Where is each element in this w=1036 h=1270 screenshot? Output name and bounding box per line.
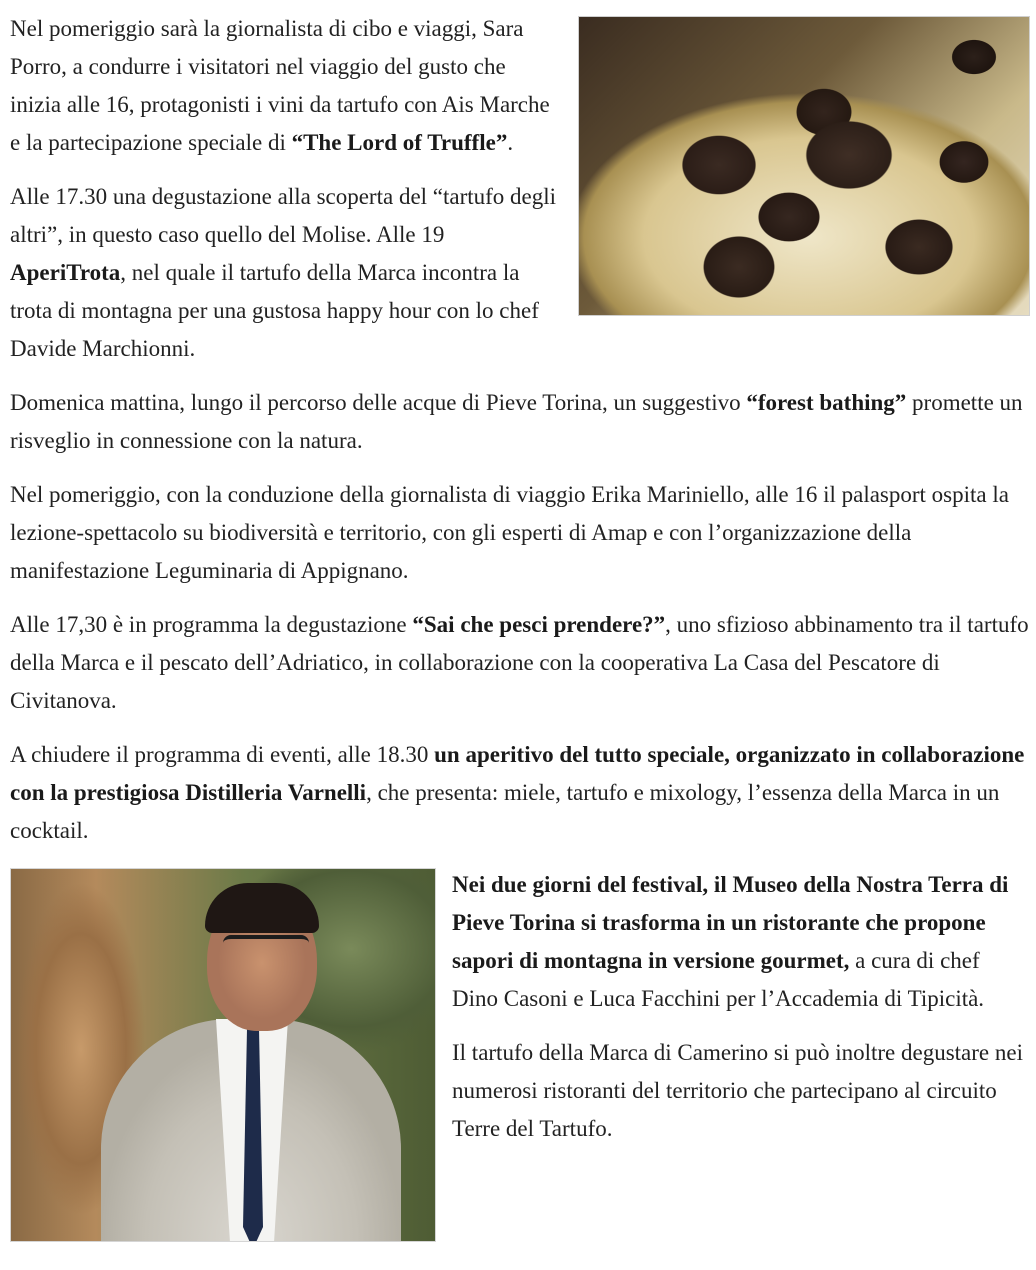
paragraph-forest-bathing	[10, 384, 1030, 460]
paragraph-mariniello	[10, 476, 1030, 590]
paragraph-text: , nel quale il tartufo della Marca incontra la trota di montagna per una gustosa happy hour con lo chef Davide Marchionni.	[10, 260, 539, 361]
article-body	[10, 0, 1030, 1242]
paragraph-text: Alle 17,30 è in programma la degustazione	[10, 612, 413, 637]
paragraph-text: , che presenta: miele, tartufo e mixology, l’essenza della Marca in un cocktail.	[10, 780, 1000, 843]
aperitrota-bold: AperiTrota	[10, 260, 121, 285]
paragraph-text: Il tartufo della Marca di Camerino si può inoltre degustare nei numerosi ristoranti del territorio che partecipano al circuito Terre del Tartufo.	[452, 1040, 1023, 1141]
forest-bathing-bold: “forest bathing”	[746, 390, 907, 415]
paragraph-text: Domenica mattina, lungo il percorso delle acque di Pieve Torina, un suggestivo	[10, 390, 747, 415]
chef-hair-shape	[205, 883, 319, 933]
aperitivo-bold: un aperitivo del tutto speciale, organizzato in collaborazione con la prestigiosa Distilleria Varnelli	[10, 742, 1025, 805]
paragraph-text: Nel pomeriggio sarà la giornalista di cibo e viaggi, Sara Porro, a condurre i visitatori nel viaggio del gusto che inizia alle 16, protagonisti i vini da tartufo con Ais Marche e la partecipazione speciale di	[10, 16, 550, 155]
paragraph-text: , uno sfizioso abbinamento tra il tartufo della Marca e il pescato dell’Adriatico, in collaborazione con la cooperativa La Casa del Pescatore di Civitanova.	[10, 612, 1029, 713]
paragraph-text: promette un risveglio in connessione con la natura.	[10, 390, 1023, 453]
paragraph-text: Nel pomeriggio, con la conduzione della giornalista di viaggio Erika Mariniello, alle 16 il palasport ospita la lezione-spettacolo su biodiversità e territorio, con gli esperti di Amap e con l’organizzazione della manifestazione Leguminaria di Appignano.	[10, 482, 1009, 583]
paragraph-text: a cura di chef Dino Casoni e Luca Facchini per l’Accademia di Tipicità.	[452, 948, 985, 1011]
lord-of-truffle-bold: “The Lord of Truffle”	[291, 130, 508, 155]
paragraph-text: Alle 17.30 una degustazione alla scoperta del “tartufo degli altri”, in questo caso quello del Molise. Alle 19	[10, 184, 557, 247]
sai-che-pesci-bold: “Sai che pesci prendere?”	[412, 612, 666, 637]
museo-bold: Nei due giorni del festival, il Museo della Nostra Terra di Pieve Torina si trasforma in un ristorante che propone sapori di montagna in versione gourmet,	[452, 872, 1009, 973]
chef-glasses-shape	[223, 935, 309, 957]
truffle-photo	[578, 16, 1030, 316]
chef-portrait-photo	[10, 868, 436, 1242]
paragraph-text: A chiudere il programma di eventi, alle 18.30	[10, 742, 435, 767]
chef-section	[10, 866, 1030, 1242]
paragraph-pesci	[10, 606, 1030, 720]
paragraph-text: .	[507, 130, 514, 155]
paragraph-varnelli	[10, 736, 1030, 850]
